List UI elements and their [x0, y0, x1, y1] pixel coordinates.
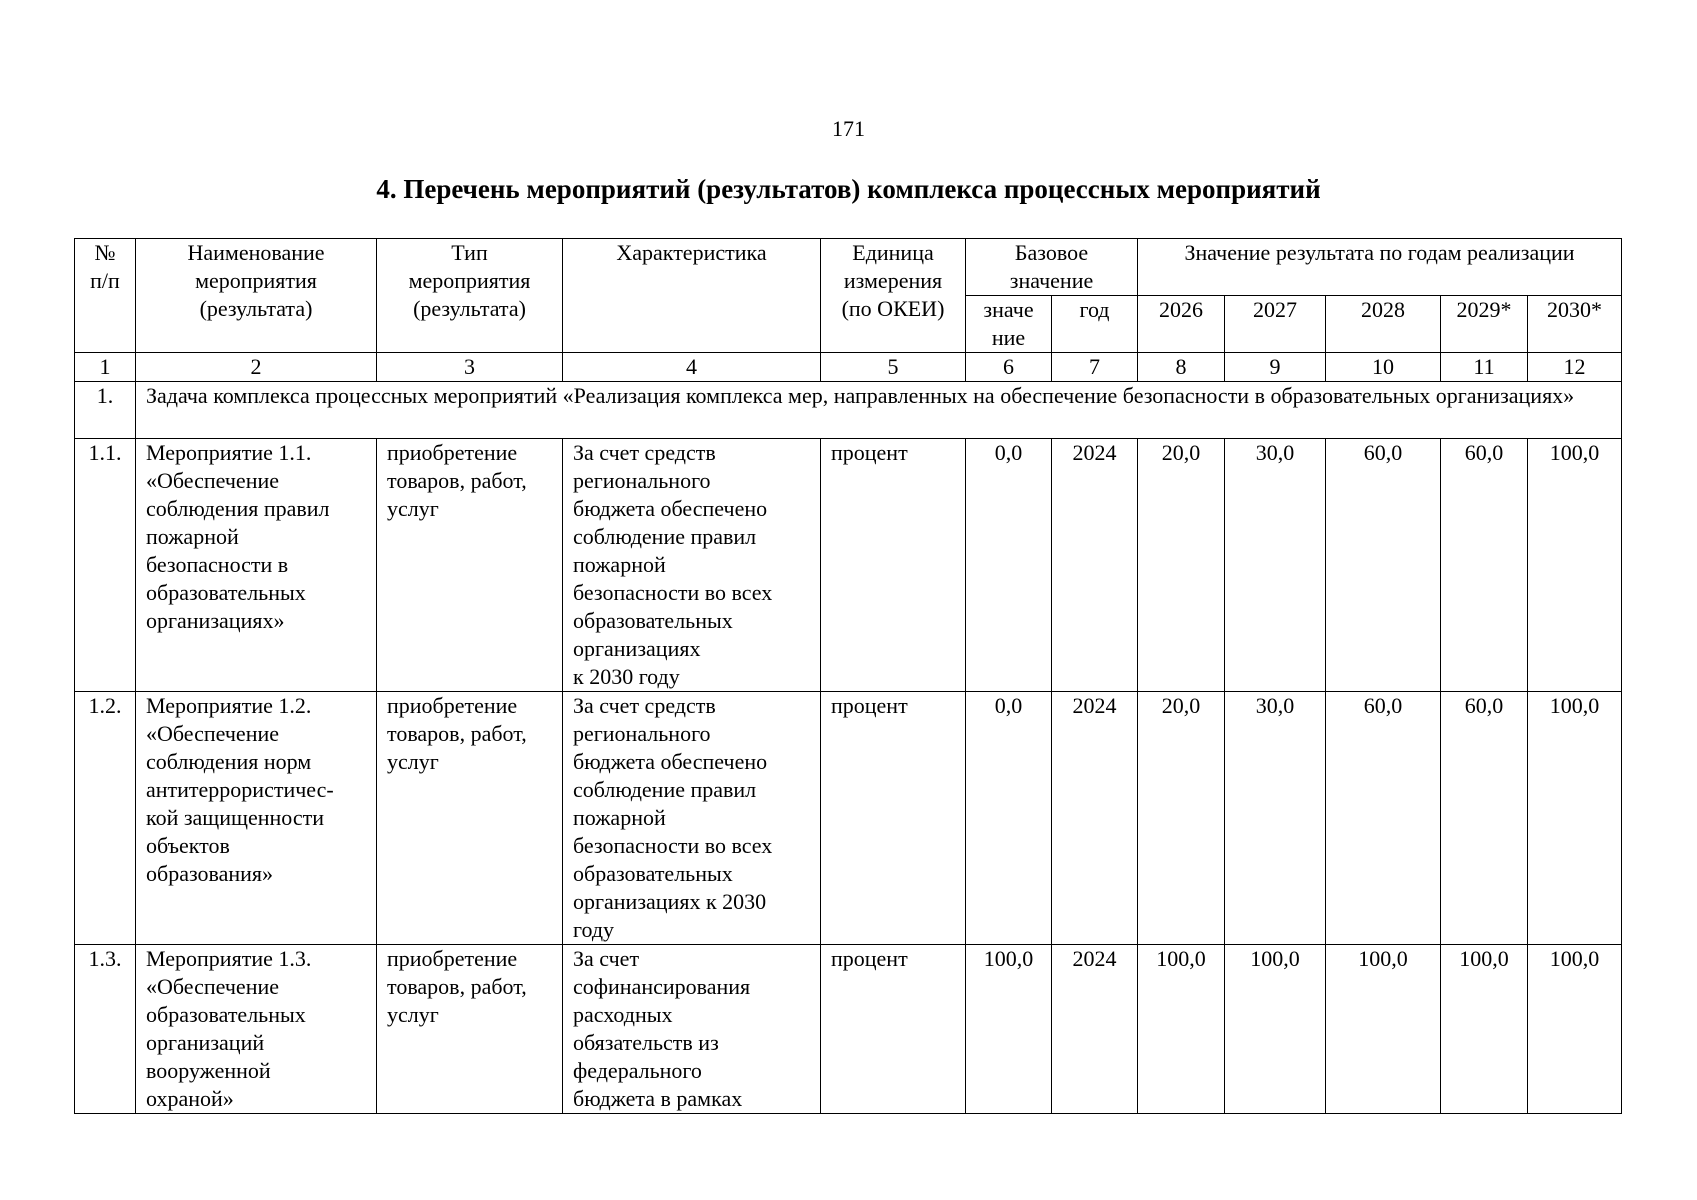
row-name: Мероприятие 1.2. «Обеспечение соблюдения норм антитеррористичес- кой защищенности объектов образования»	[136, 692, 377, 945]
column-number: 8	[1138, 353, 1225, 382]
column-number: 3	[377, 353, 563, 382]
header-unit: Единица измерения (по ОКЕИ)	[821, 239, 966, 353]
row-value-2030: 100,0	[1528, 692, 1622, 945]
page-number: 171	[832, 116, 865, 141]
task-row	[75, 382, 1622, 439]
table-row	[75, 945, 1622, 1114]
column-number: 4	[563, 353, 821, 382]
column-number: 11	[1441, 353, 1528, 382]
row-value-2028: 60,0	[1326, 439, 1441, 692]
column-number: 2	[136, 353, 377, 382]
row-name: Мероприятие 1.3. «Обеспечение образовательных организаций вооруженной охраной»	[136, 945, 377, 1114]
row-value-2027: 30,0	[1225, 439, 1326, 692]
header-year-2028: 2028	[1326, 296, 1441, 353]
row-base-value: 0,0	[966, 439, 1052, 692]
row-value-2030: 100,0	[1528, 945, 1622, 1114]
header-type: Тип мероприятия (результата)	[377, 239, 563, 353]
row-value-2026: 20,0	[1138, 439, 1225, 692]
table-row	[75, 439, 1622, 692]
row-value-2027: 30,0	[1225, 692, 1326, 945]
header-years-group: Значение результата по годам реализации	[1138, 239, 1622, 296]
header-base-year: год	[1052, 296, 1138, 353]
header-year-2029: 2029*	[1441, 296, 1528, 353]
header-characteristic: Характеристика	[563, 239, 821, 353]
row-type: приобретение товаров, работ, услуг	[377, 439, 563, 692]
column-number: 1	[75, 353, 136, 382]
row-value-2026: 20,0	[1138, 692, 1225, 945]
table-row	[75, 692, 1622, 945]
header-year-2026: 2026	[1138, 296, 1225, 353]
header-num: № п/п	[75, 239, 136, 353]
table-header-row	[75, 239, 1622, 296]
row-value-2030: 100,0	[1528, 439, 1622, 692]
column-number: 9	[1225, 353, 1326, 382]
header-year-2027: 2027	[1225, 296, 1326, 353]
column-number: 10	[1326, 353, 1441, 382]
row-characteristic: За счет софинансирования расходных обязательств из федерального бюджета в рамках	[563, 945, 821, 1114]
row-num: 1.3.	[75, 945, 136, 1114]
row-unit: процент	[821, 692, 966, 945]
row-base-value: 100,0	[966, 945, 1052, 1114]
column-number-row	[75, 353, 1622, 382]
row-num: 1.1.	[75, 439, 136, 692]
row-value-2028: 100,0	[1326, 945, 1441, 1114]
row-value-2029: 100,0	[1441, 945, 1528, 1114]
section-heading: 4. Перечень мероприятий (результатов) комплекса процессных мероприятий	[376, 174, 1321, 204]
row-value-2029: 60,0	[1441, 692, 1528, 945]
row-base-year: 2024	[1052, 439, 1138, 692]
task-text: Задача комплекса процессных мероприятий «Реализация комплекса мер, направленных на обеспечение безопасности в образовательных организациях»	[136, 382, 1622, 439]
measures-table	[74, 238, 1622, 1114]
header-base-value: значе ние	[966, 296, 1052, 353]
row-value-2027: 100,0	[1225, 945, 1326, 1114]
header-base: Базовое значение	[966, 239, 1138, 296]
row-base-year: 2024	[1052, 945, 1138, 1114]
row-value-2026: 100,0	[1138, 945, 1225, 1114]
column-number: 5	[821, 353, 966, 382]
row-unit: процент	[821, 945, 966, 1114]
row-base-year: 2024	[1052, 692, 1138, 945]
column-number: 12	[1528, 353, 1622, 382]
row-type: приобретение товаров, работ, услуг	[377, 945, 563, 1114]
header-year-2030: 2030*	[1528, 296, 1622, 353]
row-num: 1.2.	[75, 692, 136, 945]
row-type: приобретение товаров, работ, услуг	[377, 692, 563, 945]
row-characteristic: За счет средств регионального бюджета обеспечено соблюдение правил пожарной безопасности во всех образовательных организациях к 2030 году	[563, 692, 821, 945]
row-base-value: 0,0	[966, 692, 1052, 945]
task-num: 1.	[75, 382, 136, 439]
row-characteristic: За счет средств регионального бюджета обеспечено соблюдение правил пожарной безопасности во всех образовательных организациях к 2030 году	[563, 439, 821, 692]
row-unit: процент	[821, 439, 966, 692]
header-name: Наименование мероприятия (результата)	[136, 239, 377, 353]
row-name: Мероприятие 1.1. «Обеспечение соблюдения правил пожарной безопасности в образовательных организациях»	[136, 439, 377, 692]
row-value-2028: 60,0	[1326, 692, 1441, 945]
row-value-2029: 60,0	[1441, 439, 1528, 692]
column-number: 6	[966, 353, 1052, 382]
column-number: 7	[1052, 353, 1138, 382]
